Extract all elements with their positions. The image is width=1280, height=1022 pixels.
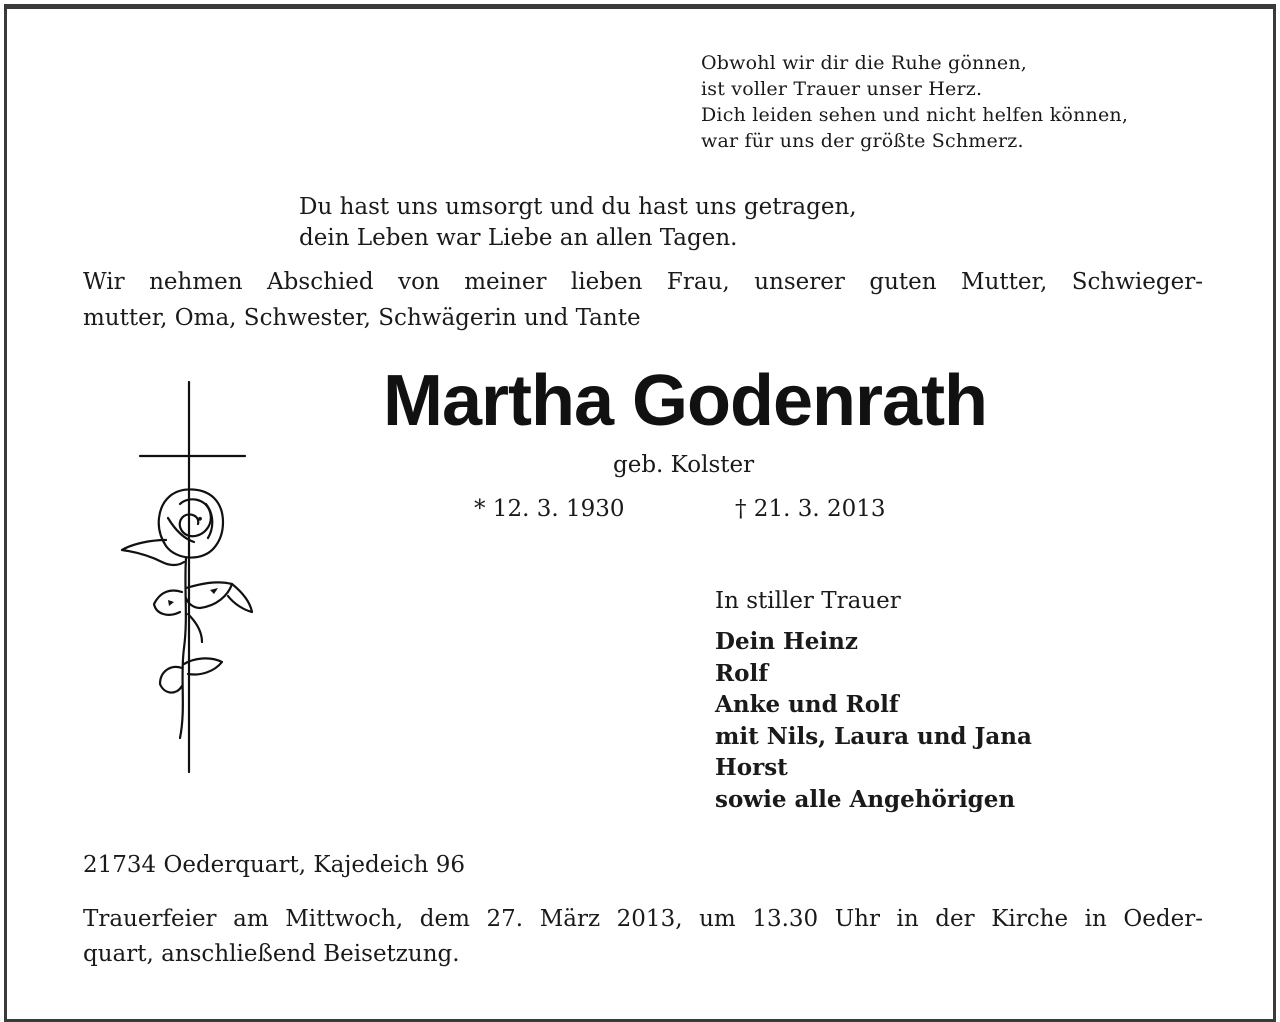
family-name: Anke und Rolf [715, 691, 899, 718]
family-names [715, 626, 1032, 784]
farewell-intro [83, 264, 1203, 336]
cross-with-rose-icon [110, 378, 270, 778]
address: 21734 Oederquart, Kajedeich 96 [83, 852, 465, 878]
intro-line: mutter, Oma, Schwester, Schwägerin und Tante [83, 305, 641, 331]
verse-line: dein Leben war Liebe an allen Tagen. [299, 225, 738, 251]
service-line: Trauerfeier am Mittwoch, dem 27. März 2013, um 13.30 Uhr in der Kirche in Oeder- [83, 906, 1203, 932]
service-line: quart, anschließend Beisetzung. [83, 941, 460, 967]
mourning-label: In stiller Trauer [715, 588, 901, 614]
poem [701, 50, 1128, 154]
birth-date: * 12. 3. 1930 [474, 496, 625, 522]
poem-line: ist voller Trauer unser Herz. [701, 78, 983, 100]
poem-line: Dich leiden sehen und nicht helfen können, [701, 104, 1129, 126]
relatives-line: sowie alle Angehörigen [715, 786, 1016, 813]
death-date: † 21. 3. 2013 [735, 496, 886, 522]
family-name: Dein Heinz [715, 628, 858, 655]
poem-line: war für uns der größte Schmerz. [701, 130, 1024, 152]
family-name: Horst [715, 754, 788, 781]
maiden-name: geb. Kolster [613, 452, 755, 478]
family-name: mit Nils, Laura und Jana [715, 722, 1032, 750]
funeral-service-info [83, 902, 1203, 972]
verse [299, 192, 857, 254]
family-name: Rolf [715, 659, 769, 687]
deceased-name: Martha Godenrath [382, 361, 988, 441]
intro-line: Wir nehmen Abschied von meiner lieben Frau, unserer guten Mutter, Schwieger- [83, 269, 1203, 295]
verse-line: Du hast uns umsorgt und du hast uns getragen, [299, 194, 857, 220]
poem-line: Obwohl wir dir die Ruhe gönnen, [701, 52, 1027, 74]
